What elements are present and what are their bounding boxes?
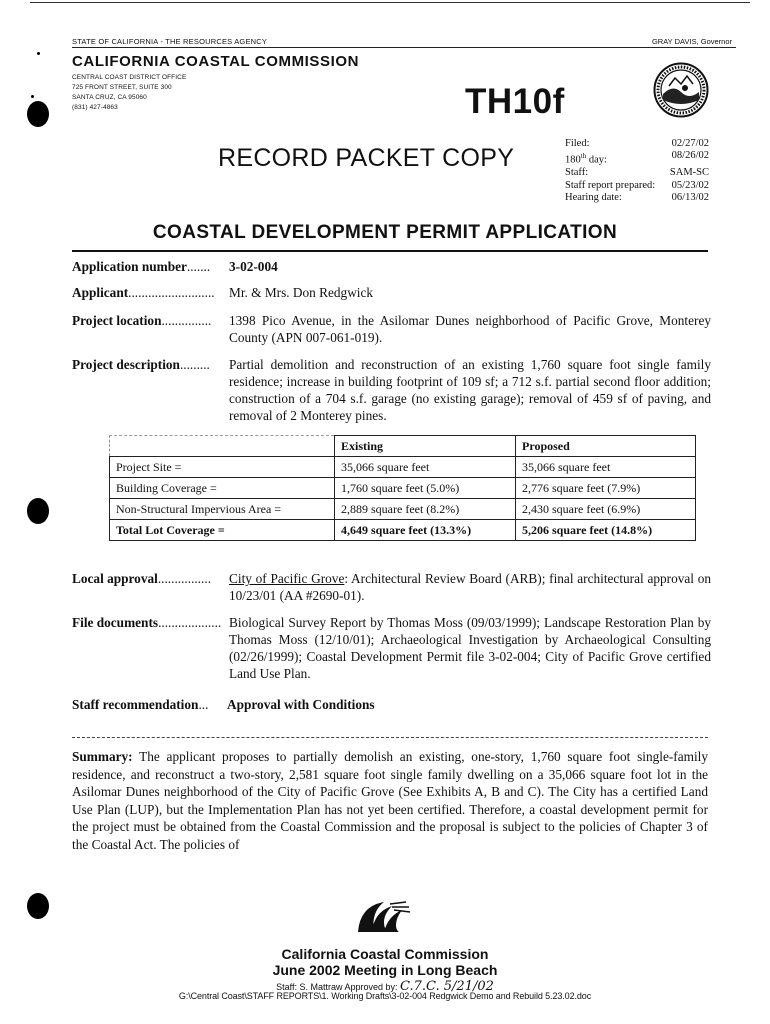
record-packet-stamp: RECORD PACKET COPY <box>218 144 515 172</box>
filing-label: 180th day: <box>565 152 607 166</box>
table-row <box>110 457 696 478</box>
agenda-item-number: TH10f <box>465 82 565 121</box>
summary-label: Summary: <box>72 749 133 764</box>
table-cell: Project Site = <box>110 457 335 478</box>
filing-label: Hearing date: <box>565 192 622 204</box>
address-line: CENTRAL COAST DISTRICT OFFICE <box>72 74 187 81</box>
filing-info-row <box>565 180 709 192</box>
title-rule <box>72 250 708 252</box>
table-cell: 1,760 square feet (5.0%) <box>335 478 516 499</box>
table-cell: Non-Structural Impervious Area = <box>110 499 335 520</box>
coastal-commission-logo-icon <box>354 898 412 934</box>
filing-info <box>565 138 709 205</box>
filing-label: Staff: <box>565 167 589 179</box>
office-address <box>72 73 186 113</box>
punch-hole-middle <box>27 498 49 524</box>
filing-label: Staff report prepared: <box>565 179 656 191</box>
table-cell: 4,649 square feet (13.3%) <box>335 520 516 541</box>
field-label: Staff recommendation... <box>72 697 209 712</box>
address-line: (831) 427-4863 <box>72 104 118 111</box>
table-row <box>110 499 696 520</box>
filing-value: SAM-SC <box>669 167 709 179</box>
field-value: Partial demolition and reconstruction of an existing 1,760 square foot single family residence; increase in building footprint of 109 sf; a 712 s.f. partial second floor addition; construction of a 704 s.f. garage (no existing garage); removal of 459 sf of paving, and removal of 2 Monterey pines. <box>229 357 711 423</box>
field-label: Local approval................ <box>72 571 212 586</box>
table-cell: Building Coverage = <box>110 478 335 499</box>
city-reference: City of Pacific Grove <box>229 571 345 586</box>
section-divider <box>72 737 708 738</box>
table-header-row <box>110 436 696 457</box>
table-header-cell: Existing <box>335 436 516 457</box>
field-label: Application number....... <box>72 259 211 274</box>
table-cell: 2,430 square feet (6.9%) <box>516 499 696 520</box>
field-label: File documents................... <box>72 615 222 630</box>
field-value: 3-02-004 <box>229 259 278 274</box>
table-cell: 5,206 square feet (14.8%) <box>516 520 696 541</box>
table-cell: 2,889 square feet (8.2%) <box>335 499 516 520</box>
table-cell: 2,776 square feet (7.9%) <box>516 478 696 499</box>
filing-value: 05/23/02 <box>671 179 709 191</box>
punch-hole-top <box>27 101 49 127</box>
scan-edge-line <box>30 2 750 3</box>
summary-paragraph <box>72 748 708 854</box>
table-row-total <box>110 520 696 541</box>
summary-text: The applicant proposes to partially demolish an existing, one-story, 1,760 square foot single-family residence, and reconstruct a two-story, 2,581 square foot single family dwelling on a 35,066 square foot lot in the Asilomar Dunes neighborhood of the City of Pacific Grove (See Exhibits A, B and C). The City has a certified Land Use Plan (LUP), but the Implementation Plan has not yet been certified. Therefore, a coastal development permit for the project must be obtained from the Coastal Commission and the proposal is subject to the policies of Chapter 3 of the Coastal Act. The policies of <box>72 749 708 852</box>
field-value: City of Pacific Grove: Architectural Review Board (ARB); final architectural approval on 10/23/01 (AA #2690-01). <box>229 571 711 603</box>
commission-name: CALIFORNIA COASTAL COMMISSION <box>72 53 360 70</box>
field-value: Approval with Conditions <box>227 697 375 712</box>
filing-value: 08/26/02 <box>671 150 709 162</box>
filing-info-row <box>565 150 709 167</box>
filing-label: Filed: <box>565 138 590 149</box>
field-label: Project location............... <box>72 313 212 328</box>
footer-commission-name: California Coastal Commission <box>281 946 489 962</box>
governor-name: GRAY DAVIS, Governor <box>651 37 732 46</box>
speck <box>37 52 40 55</box>
table-row <box>110 478 696 499</box>
lot-coverage-table <box>109 435 696 541</box>
table-header-cell: Proposed <box>516 436 696 457</box>
filing-info-row <box>565 138 709 150</box>
address-line: SANTA CRUZ, CA 95060 <box>72 94 147 101</box>
field-value: Mr. & Mrs. Don Redgwick <box>229 285 374 300</box>
staff-approval-text: Staff: S. Mattraw Approved by: <box>276 982 398 992</box>
table-header-cell <box>110 436 335 457</box>
filing-info-row <box>565 192 709 204</box>
table-cell: 35,066 square feet <box>335 457 516 478</box>
filing-info-row <box>565 167 709 179</box>
table-cell: Total Lot Coverage = <box>110 520 335 541</box>
field-value: 1398 Pico Avenue, in the Asilomar Dunes neighborhood of Pacific Grove, Monterey County (APN 007-061-019). <box>229 313 711 345</box>
filing-value: 02/27/02 <box>671 138 709 149</box>
field-label: Applicant.......................... <box>72 285 215 300</box>
footer-file-path: G:\Central Coast\STAFF REPORTS\1. Working Drafts\3-02-004 Redgwick Demo and Rebuild 5.23.02.doc <box>178 991 592 1001</box>
punch-hole-bottom <box>27 893 49 919</box>
footer-meeting: June 2002 Meeting in Long Beach <box>272 962 498 978</box>
address-line: 725 FRONT STREET, SUITE 300 <box>72 84 172 91</box>
state-seal-icon <box>653 62 709 118</box>
filing-value: 06/13/02 <box>671 192 709 204</box>
agency-name: STATE OF CALIFORNIA - THE RESOURCES AGENCY <box>72 37 268 46</box>
document-title: COASTAL DEVELOPMENT PERMIT APPLICATION <box>152 222 618 243</box>
table-cell: 35,066 square feet <box>516 457 696 478</box>
approval-signature: C.7.C. 5/21/02 <box>400 979 494 994</box>
speck <box>31 95 34 98</box>
field-label: Project description......... <box>72 357 210 372</box>
field-value: Biological Survey Report by Thomas Moss (09/03/1999); Landscape Restoration Plan by Thomas Moss (12/10/01); Archaeological Investigation by Archaeological Consulting (02/26/1999); Coastal Development Permit file 3-02-004; City of Pacific Grove certified Land Use Plan. <box>229 615 711 681</box>
header-rule <box>72 47 736 48</box>
